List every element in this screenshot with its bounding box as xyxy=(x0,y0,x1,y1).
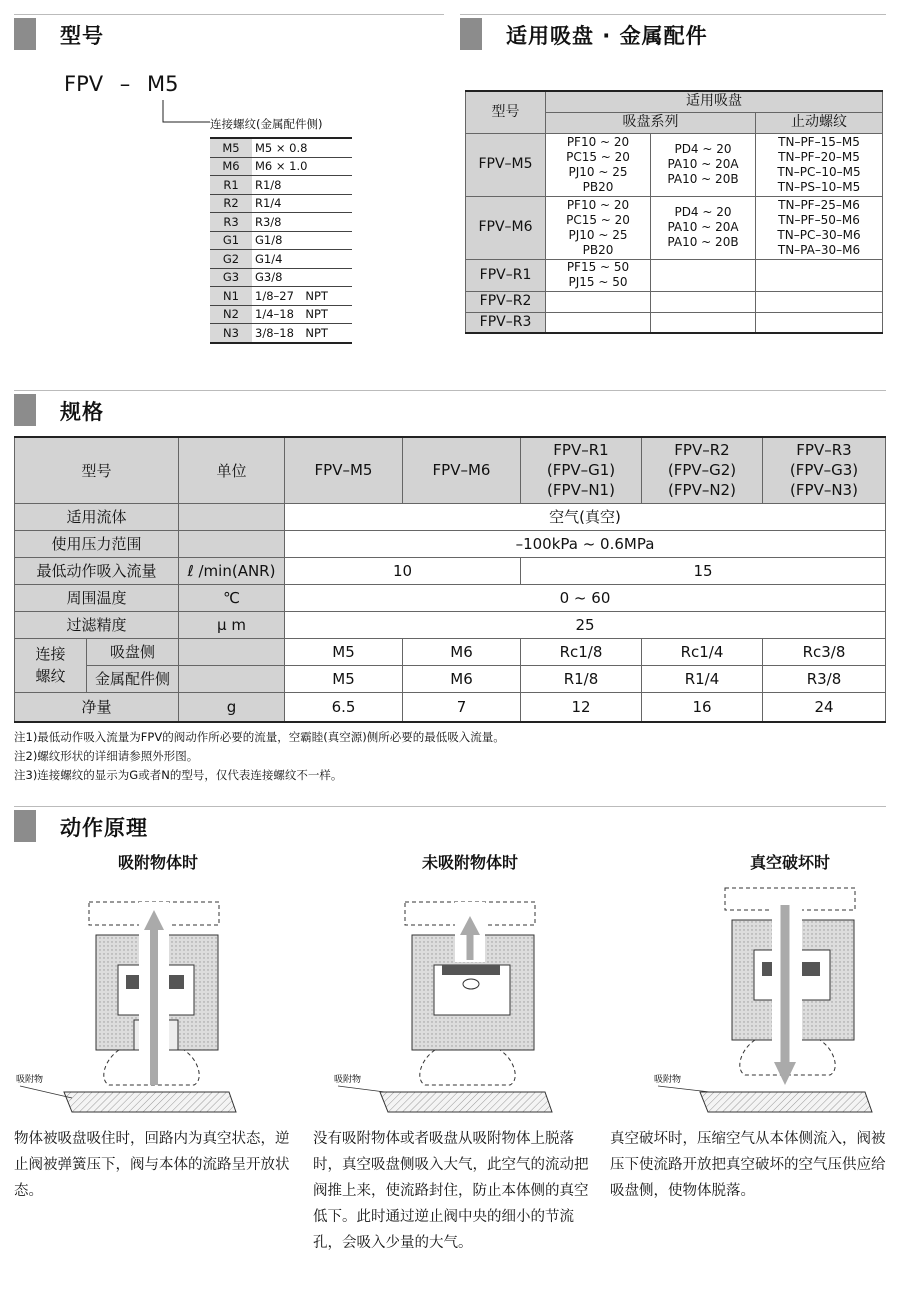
model-code xyxy=(64,72,178,96)
row-thread-label: 连接 螺纹 xyxy=(15,638,87,692)
note: 注3)连接螺纹的显示为G或者N的型号，仅代表连接螺纹不一样。 xyxy=(14,768,343,782)
thread-value: G1/4 xyxy=(252,250,352,269)
spec-col: FPV–R2 (FPV–G2) (FPV–N2) xyxy=(642,437,763,503)
row-temp-unit: ℃ xyxy=(179,584,285,611)
thread-value: M6 × 1.0 xyxy=(252,157,352,176)
principle-text-1: 物体被吸盘吸住时，回路内为真空状态，逆止阀被弹簧压下，阀与本体的流路呈开放状态。 xyxy=(14,1131,290,1199)
acc-t xyxy=(756,291,883,312)
diagram-label: 吸附物 xyxy=(334,1075,362,1085)
acc-s1-line: PB20 xyxy=(582,179,614,194)
thread-value: M5 × 0.8 xyxy=(252,138,352,157)
thread-code-row xyxy=(210,231,352,250)
acc-s2 xyxy=(651,196,756,259)
thread-code-row xyxy=(210,194,352,213)
acc-h-thread: 止动螺纹 xyxy=(756,112,883,133)
thread-value: R1/4 xyxy=(252,194,352,213)
row-flow-label: 最低动作吸入流量 xyxy=(15,557,179,584)
row-thread-pad-label: 吸盘侧 xyxy=(87,638,179,665)
spec-col: FPV–R1 (FPV–G1) (FPV–N1) xyxy=(521,437,642,503)
thread-code: N3 xyxy=(210,324,252,343)
principle-title-2: 未吸附物体时 xyxy=(421,853,518,872)
acc-s2-line: PA10 ~ 20A xyxy=(667,220,739,234)
section-accessory-header xyxy=(460,18,886,50)
thread-code: M6 xyxy=(210,157,252,176)
acc-t-line: TN–PF–25–M6 xyxy=(778,197,860,212)
acc-model: FPV–R1 xyxy=(466,259,546,291)
spec-notes xyxy=(14,728,505,785)
acc-s1-line: PJ15 ~ 50 xyxy=(568,275,628,289)
thread-code: R3 xyxy=(210,213,252,232)
acc-t xyxy=(756,259,883,291)
thread-code: N1 xyxy=(210,287,252,306)
thread-code-row xyxy=(210,157,352,176)
thread-fit-value: M5 xyxy=(285,665,403,692)
thread-code-row xyxy=(210,324,352,343)
thread-fit-value: M6 xyxy=(403,665,521,692)
acc-s1-line: PC15 ~ 20 xyxy=(566,149,630,164)
model-suffix: M5 xyxy=(146,72,179,96)
accessory-row xyxy=(466,312,883,333)
model-prefix: FPV xyxy=(64,72,104,96)
accessory-row xyxy=(466,133,883,196)
diagram-adsorbed xyxy=(14,880,254,1120)
section-spec-header xyxy=(14,394,886,426)
row-thread-fit-label: 金属配件侧 xyxy=(87,665,179,692)
thread-code: N2 xyxy=(210,305,252,324)
row-flow-v2: 15 xyxy=(521,557,886,584)
acc-s2 xyxy=(651,312,756,333)
note: 注2)螺纹形状的详细请参照外形图。 xyxy=(14,749,199,763)
acc-s1-line: PB20 xyxy=(582,242,614,257)
row-flow-v1: 10 xyxy=(285,557,521,584)
thread-code-row xyxy=(210,250,352,269)
acc-s1 xyxy=(546,259,651,291)
acc-s1-line: PJ10 ~ 25 xyxy=(568,164,628,179)
acc-s2 xyxy=(651,291,756,312)
acc-s2-line: PD4 ~ 20 xyxy=(674,205,732,219)
section-spec-title: 规格 xyxy=(60,400,104,424)
acc-model: FPV–R3 xyxy=(466,312,546,333)
acc-t-line: TN–PS–10–M5 xyxy=(777,179,861,194)
spec-h-unit: 单位 xyxy=(179,437,285,503)
thread-code-row xyxy=(210,305,352,324)
row-flow-unit: ℓ /min(ANR) xyxy=(179,557,285,584)
acc-s2-line: PA10 ~ 20B xyxy=(667,172,739,186)
acc-s2-line: PA10 ~ 20B xyxy=(667,235,739,249)
thread-value: G3/8 xyxy=(252,268,352,287)
acc-t-line: TN–PF–50–M6 xyxy=(778,212,860,227)
principle-title-3: 真空破坏时 xyxy=(749,853,830,872)
acc-t xyxy=(756,133,883,196)
acc-s2-line: PD4 ~ 20 xyxy=(674,142,732,156)
row-pressure-label: 使用压力范围 xyxy=(15,530,179,557)
principle-text-2: 没有吸附物体或者吸盘从吸附物体上脱落时，真空吸盘侧吸入大气，此空气的流动把阀推上来，使流路封住，防止本体侧的真空低下。此时通过逆止阀中央的细小的节流孔，会吸入少量的大气。 xyxy=(313,1131,589,1251)
acc-s1 xyxy=(546,291,651,312)
acc-model: FPV–R2 xyxy=(466,291,546,312)
accessory-row xyxy=(466,291,883,312)
spec-col: FPV–M5 xyxy=(285,437,403,503)
note: 注1)最低动作吸入流量为FPV的阀动作所必要的流量，空霸睦(真空源)侧所必要的最低吸入流量。 xyxy=(14,730,505,744)
thread-code-table xyxy=(210,137,352,344)
section-model-title: 型号 xyxy=(60,24,104,48)
acc-s1-line: PF10 ~ 20 xyxy=(566,134,630,149)
acc-model: FPV–M6 xyxy=(466,196,546,259)
row-pressure-value: –100kPa ~ 0.6MPa xyxy=(285,530,886,557)
acc-s2 xyxy=(651,259,756,291)
weight-value: 6.5 xyxy=(285,692,403,722)
row-filter-label: 过滤精度 xyxy=(15,611,179,638)
thread-code-row xyxy=(210,176,352,195)
row-filter-value: 25 xyxy=(285,611,886,638)
row-filter-unit: μ m xyxy=(179,611,285,638)
spec-col: FPV–M6 xyxy=(403,437,521,503)
thread-fit-value: R3/8 xyxy=(763,665,886,692)
thread-pad-value: Rc1/4 xyxy=(642,638,763,665)
thread-value: G1/8 xyxy=(252,231,352,250)
thread-pad-value: Rc1/8 xyxy=(521,638,642,665)
row-temp-value: 0 ~ 60 xyxy=(285,584,886,611)
thread-value: R3/8 xyxy=(252,213,352,232)
thread-code: M5 xyxy=(210,138,252,157)
acc-t-line: TN–PA–30–M6 xyxy=(777,242,861,257)
row-pressure-unit xyxy=(179,530,285,557)
thread-code-row xyxy=(210,213,352,232)
acc-t-line: TN–PF–15–M5 xyxy=(778,134,860,149)
spec-col: FPV–R3 (FPV–G3) (FPV–N3) xyxy=(763,437,886,503)
acc-t-line: TN–PF–20–M5 xyxy=(778,149,860,164)
diagram-vacuum-break xyxy=(650,880,890,1120)
thread-code-row xyxy=(210,138,352,157)
thread-code: G3 xyxy=(210,268,252,287)
principle-text-3: 真空破坏时，压缩空气从本体侧流入，阀被压下使流路开放把真空破坏的空气压供应给吸盘侧，使物体脱落。 xyxy=(610,1131,886,1199)
acc-t xyxy=(756,312,883,333)
row-fluid-unit xyxy=(179,503,285,530)
acc-s2-line: PA10 ~ 20A xyxy=(667,157,739,171)
thread-code-row xyxy=(210,287,352,306)
acc-model: FPV–M5 xyxy=(466,133,546,196)
weight-value: 16 xyxy=(642,692,763,722)
acc-s1 xyxy=(546,312,651,333)
diagram-unadsorbed xyxy=(330,880,570,1120)
acc-s1-line: PJ10 ~ 25 xyxy=(568,227,628,242)
acc-h-pad: 适用吸盘 xyxy=(546,91,883,112)
thread-pad-value: M6 xyxy=(403,638,521,665)
thread-pad-value: M5 xyxy=(285,638,403,665)
thread-code: R2 xyxy=(210,194,252,213)
accessory-table xyxy=(465,90,883,334)
section-model-header xyxy=(14,18,444,50)
acc-s1-line: PF10 ~ 20 xyxy=(566,197,630,212)
section-accessory-title: 适用吸盘 · 金属配件 xyxy=(506,24,708,48)
weight-value: 12 xyxy=(521,692,642,722)
thread-code: R1 xyxy=(210,176,252,195)
acc-s1-line: PC15 ~ 20 xyxy=(566,212,630,227)
thread-code: G1 xyxy=(210,231,252,250)
acc-s2 xyxy=(651,133,756,196)
connect-label: 连接螺纹(金属配件侧) xyxy=(210,117,323,131)
weight-value: 7 xyxy=(403,692,521,722)
thread-fit-value: R1/4 xyxy=(642,665,763,692)
model-dash: – xyxy=(119,72,131,96)
spec-table xyxy=(14,436,886,723)
row-temp-label: 周围温度 xyxy=(15,584,179,611)
row-weight-unit: g xyxy=(179,692,285,722)
thread-value: 1/8–27 NPT xyxy=(252,287,352,306)
spec-h-model: 型号 xyxy=(15,437,179,503)
acc-h-series: 吸盘系列 xyxy=(546,112,756,133)
row-fluid-label: 适用流体 xyxy=(15,503,179,530)
acc-h-model: 型号 xyxy=(466,91,546,133)
acc-t-line: TN–PC–10–M5 xyxy=(777,164,861,179)
row-fluid-value: 空气(真空) xyxy=(285,503,886,530)
accessory-row xyxy=(466,196,883,259)
diagram-label: 吸附物 xyxy=(654,1075,682,1085)
thread-code-row xyxy=(210,268,352,287)
section-principle-header xyxy=(14,810,886,842)
diagram-label: 吸附物 xyxy=(16,1075,44,1085)
thread-value: 3/8–18 NPT xyxy=(252,324,352,343)
section-principle-title: 动作原理 xyxy=(60,816,148,840)
acc-s1 xyxy=(546,133,651,196)
acc-t xyxy=(756,196,883,259)
acc-t-line: TN–PC–30–M6 xyxy=(777,227,861,242)
thread-fit-value: R1/8 xyxy=(521,665,642,692)
thread-pad-value: Rc3/8 xyxy=(763,638,886,665)
acc-s1 xyxy=(546,196,651,259)
weight-value: 24 xyxy=(763,692,886,722)
row-weight-label: 净量 xyxy=(15,692,179,722)
accessory-row xyxy=(466,259,883,291)
thread-code: G2 xyxy=(210,250,252,269)
thread-value: R1/8 xyxy=(252,176,352,195)
thread-value: 1/4–18 NPT xyxy=(252,305,352,324)
principle-title-1: 吸附物体时 xyxy=(117,853,198,872)
acc-s1-line: PF15 ~ 50 xyxy=(566,260,630,274)
